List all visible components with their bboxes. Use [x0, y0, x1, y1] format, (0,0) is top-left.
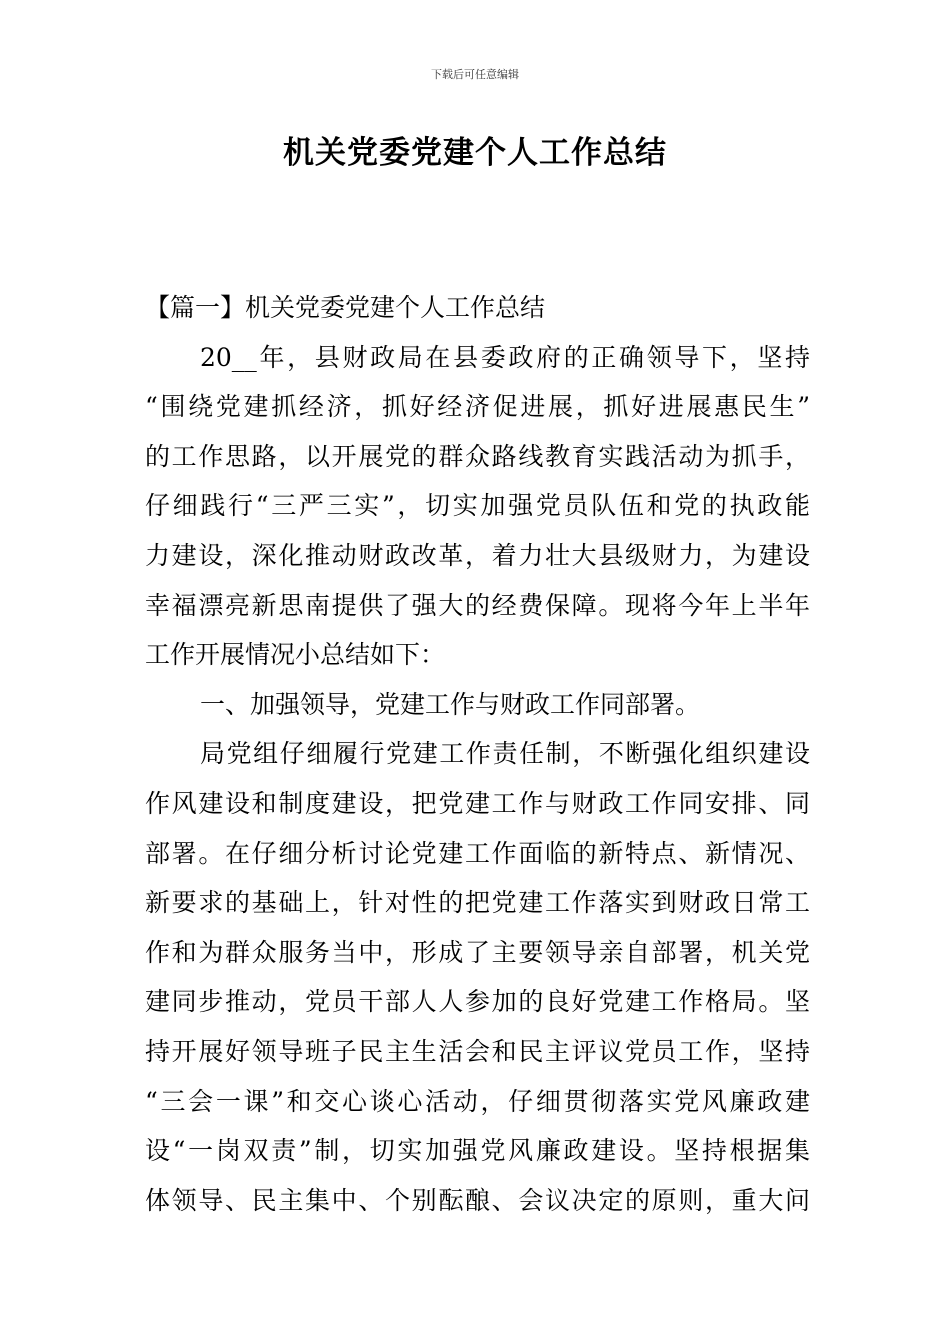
paragraph-line: 设“一岗双责”制，切实加强党风廉政建设。坚持根据集 [145, 1136, 810, 1166]
paragraph-line: “三会一课”和交心谈心活动，仔细贯彻落实党风廉政建 [145, 1086, 810, 1116]
paragraph-line: 仔细践行“三严三实”，切实加强党员队伍和党的执政能 [145, 491, 810, 521]
paragraph-line: 力建设，深化推动财政改革，着力壮大县级财力，为建设 [145, 540, 810, 570]
paragraph-line: 建同步推动，党员干部人人参加的良好党建工作格局。坚 [145, 987, 810, 1017]
paragraph-line: 工作开展情况小总结如下： [145, 640, 446, 670]
paragraph-line: 体领导、民主集中、个别酝酿、会议决定的原则，重大问 [145, 1185, 810, 1215]
paragraph-line: “围绕党建抓经济，抓好经济促进展，抓好进展惠民生” [145, 392, 810, 422]
paragraph-line: 新要求的基础上，针对性的把党建工作落实到财政日常工 [145, 888, 810, 918]
subheading: 一、加强领导，党建工作与财政工作同部署。 [200, 689, 701, 719]
paragraph-line: 20__年，县财政局在县委政府的正确领导下，坚持 [200, 342, 810, 372]
header-note: 下载后可任意编辑 [431, 68, 519, 81]
paragraph-line: 部署。在仔细分析讨论党建工作面临的新特点、新情况、 [145, 838, 810, 868]
document-body [145, 283, 810, 1225]
paragraph-line: 幸福漂亮新思南提供了强大的经费保障。现将今年上半年 [145, 590, 810, 620]
document-title: 机关党委党建个人工作总结 [283, 135, 667, 171]
paragraph-line: 局党组仔细履行党建工作责任制，不断强化组织建设 [200, 739, 810, 769]
paragraph-line: 的工作思路，以开展党的群众路线教育实践活动为抓手， [145, 441, 810, 471]
paragraph-line: 持开展好领导班子民主生活会和民主评议党员工作，坚持 [145, 1036, 810, 1066]
paragraph-line: 作风建设和制度建设，把党建工作与财政工作同安排、同 [145, 788, 810, 818]
section-heading: 【篇一】机关党委党建个人工作总结 [145, 293, 546, 322]
paragraph-line: 作和为群众服务当中，形成了主要领导亲自部署，机关党 [145, 937, 810, 967]
